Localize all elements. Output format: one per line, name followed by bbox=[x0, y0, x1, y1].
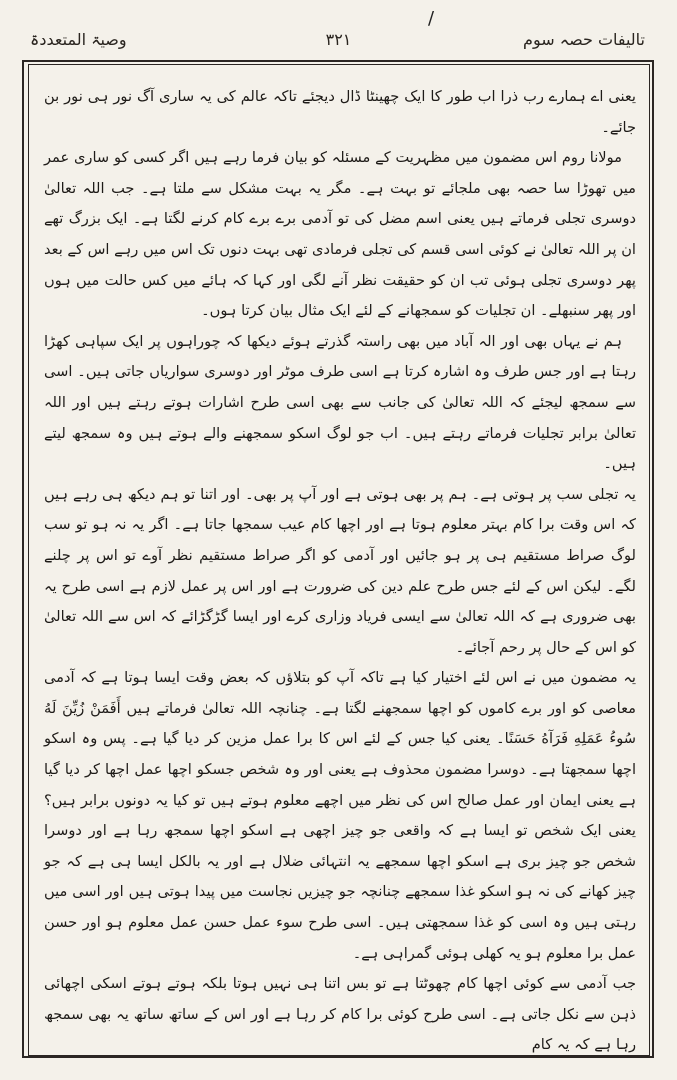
paragraph: یعنی اے ہمارے رب ذرا اب طور کا ایک چھینٹا ڈال دیجئے تاکہ عالم کی یہ ساری آگ نور ہی نور بن جائے۔ bbox=[44, 88, 636, 136]
page-number: ۳۲۱ bbox=[325, 30, 352, 49]
paragraph: جب آدمی سے کوئی اچھا کام چھوٹتا ہے تو بس اتنا ہی نہیں ہوتا بلکہ ہوتے ہوتے اسکی اچھائی ذہن سے نکل جاتی ہے۔ اسی طرح کوئی برا کام کر رہا ہے اور اس کے ساتھ ساتھ یہ بھی سمجھ رہا ہے کہ یہ کام bbox=[44, 975, 636, 1054]
body-text bbox=[44, 82, 636, 1054]
paragraph: ہم نے یہاں بھی اور الہ آباد میں بھی راستہ گذرتے ہوئے دیکھا کہ چوراہوں پر ایک سپاہی کھڑا رہتا ہے اور جس طرف وہ اشارہ کرتا ہے اسی طرف موٹر اور دوسری سواریاں جاتی ہیں۔ اسی سے سمجھ لیجئے کہ اللہ تعالیٰ کی جانب سے بھی اسی طرح اشارات ہوتے رہتے ہیں اور اللہ تعالیٰ برابر تجلیات فرماتے رہتے ہیں۔ اب جو لوگ اسکو سمجھنے والے ہوتے ہیں وہ سمجھ لیتے ہیں۔ bbox=[44, 332, 636, 473]
paragraph: مولانا روم اس مضمون میں مظہریت کے مسئلہ کو بیان فرما رہے ہیں اگر کسی کو ساری عمر میں تھوڑا سا حصہ بھی ملجائے تو بہت ہے۔ مگر یہ بہت مشکل سے ملتا ہے۔ جب اللہ تعالیٰ دوسری تجلی فرماتے ہیں یعنی اسم مضل کی تو آدمی برے برے کام کرنے لگتا ہے۔ ایک بزرگ تھے ان پر اللہ تعالیٰ نے کوئی اسی قسم کی تجلی فرمادی تھی بہت دنوں تک اس میں رہے اس کے بعد پھر دوسری تجلی ہوئی تب ان کو حقیقت نظر آنے لگی اور کہا کہ ہائے میں کس حالت میں ہوں اور پھر سنبھلے۔ ان تجلیات کو سمجھانے کے لئے ایک مثال بیان کرتا ہوں۔ bbox=[44, 149, 636, 320]
header-right-title: تالیفات حصہ سوم bbox=[523, 30, 645, 49]
printer-mark: / bbox=[428, 8, 435, 29]
paragraph: یہ تجلی سب پر ہوتی ہے۔ ہم پر بھی ہوتی ہے اور آپ پر بھی۔ اور اتنا تو ہم دیکھ ہی رہے ہیں کہ اس وقت برا کام بہتر معلوم ہوتا ہے اور اچھا کام عیب سمجھا جاتا ہے۔ اگر یہ نہ ہو تو سب لوگ صراط مستقیم ہی پر ہو جائیں اور آدمی کو اگر صراط مستقیم نظر آوے تو اس پر چلنے لگے۔ لیکن اس کے لئے جس طرح علم دین کی ضرورت ہے اور اس پر عمل لازم ہے اسی طرح یہ بھی ضروری ہے کہ اللہ تعالیٰ سے ایسی فریاد وزاری کرے اور ایسا گڑگڑائے کہ اس سے اللہ تعالیٰ کو اس کے حال پر رحم آجائے۔ bbox=[44, 485, 636, 656]
header-left-title: وصیۃ المتعددۃ bbox=[30, 30, 127, 49]
paragraph: یہ مضمون میں نے اس لئے اختیار کیا ہے تاکہ آپ کو بتلاؤں کہ بعض وقت ایسا ہوتا ہے کہ آدمی معاصی کو اور برے کاموں کو اچھا سمجھنے لگتا ہے۔ چنانچہ اللہ تعالیٰ فرماتے ہیں أَفَمَنْ زُيِّنَ لَهُ سُوءُ عَمَلِهِ فَرَآهُ حَسَنًا۔ یعنی کیا جس کے لئے اس کا برا عمل مزین کر دیا گیا ہے۔ پس وہ اسکو اچھا سمجھتا ہے۔ دوسرا مضمون محذوف ہے یعنی اور وہ شخص جسکو اچھا عمل اچھا کر دیا گیا ہے یعنی ایمان اور عمل صالح اس کی نظر میں اچھے معلوم ہوتے ہیں تو کیا یہ دونوں برابر ہیں؟ یعنی ایک شخص تو ایسا ہے کہ واقعی جو چیز اچھی ہے اسکو اچھا سمجھ رہا ہے اور دوسرا شخص جو چیز بری ہے اسکو اچھا سمجھے یہ انتہائی ضلال ہے اور یہ بالکل ایسا ہی ہے کہ جو چیز کھانے کی نہ ہو اسکو غذا سمجھے چنانچہ جو چیزیں نجاست میں پیدا ہوتی ہیں اور اسی میں رہتی ہیں وہ اسی کو غذا سمجھتی ہیں۔ اسی طرح سوء عمل حسن عمل معلوم ہو اور حسن عمل برا معلوم ہو یہ کھلی ہوئی گمراہی ہے۔ bbox=[44, 669, 636, 962]
